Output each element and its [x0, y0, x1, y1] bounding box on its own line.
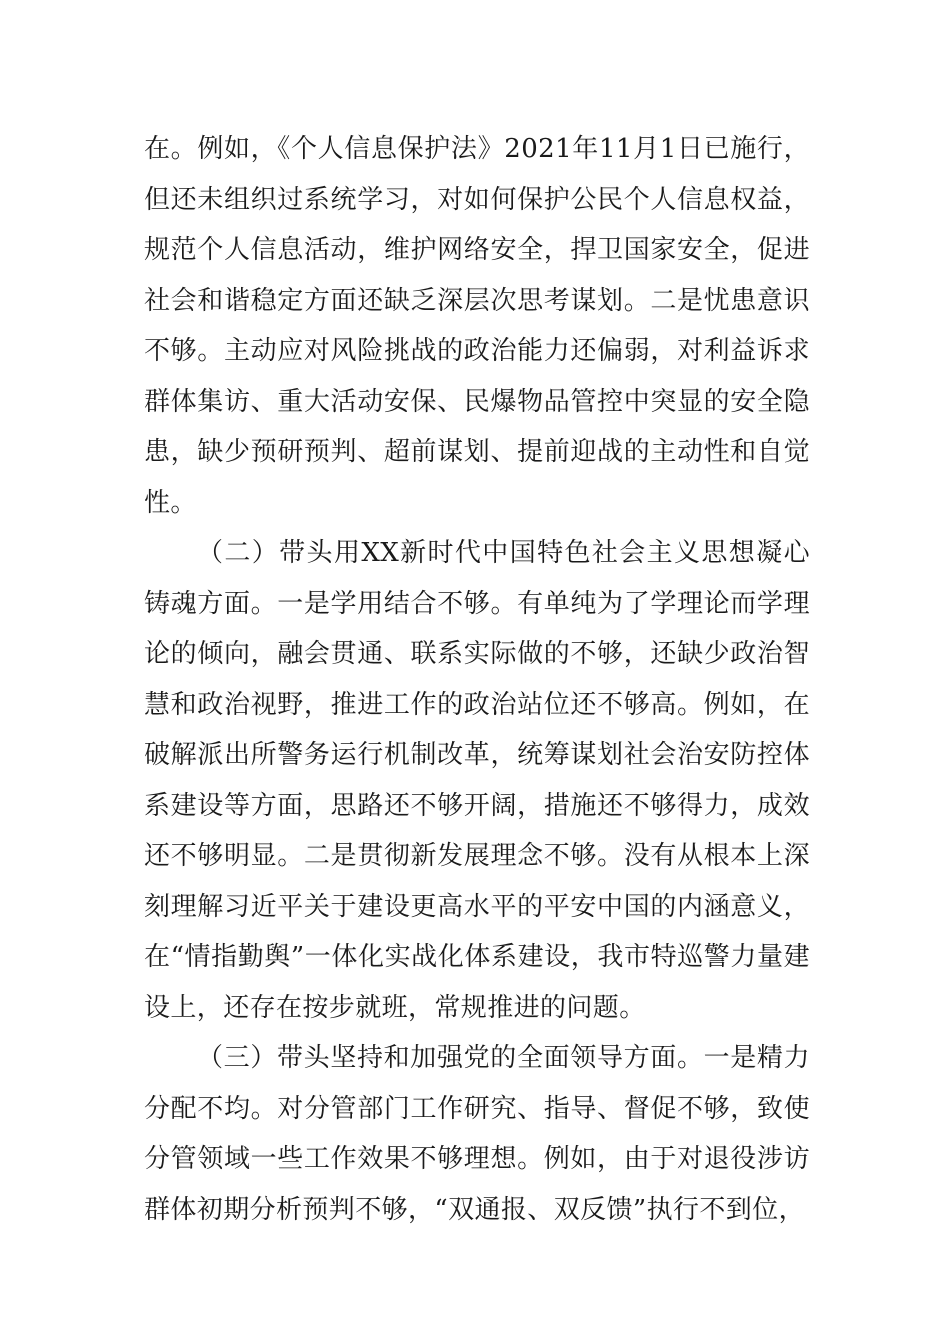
paragraph-continuation: 在。例如，《个人信息保护法》2021年11月1日已施行，但还未组织过系统学习，对如何保护公民个人信息权益，规范个人信息活动，维护网络安全，捍卫国家安全，促进社会和谐稳定方面还缺乏深层次思考谋划。二是忧患意识不够。主动应对风险挑战的政治能力还偏弱，对利益诉求群体集访、重大活动安保、民爆物品管控中突显的安全隐患，缺少预研预判、超前谋划、提前迎战的主动性和自觉性。	[144, 134, 810, 518]
paragraph-section-three: （三）带头坚持和加强党的全面领导方面。一是精力分配不均。对分管部门工作研究、指导、督促不够，致使分管领域一些工作效果不够理想。例如，由于对退役涉访群体初期分析预判不够，“双通报、双反馈”执行不到位，	[144, 1043, 810, 1225]
paragraph-section-two: （二）带头用XX新时代中国特色社会主义思想凝心铸魂方面。一是学用结合不够。有单纯为了学理论而学理论的倾向，融会贯通、联系实际做的不够，还缺少政治智慧和政治视野，推进工作的政治站位还不够高。例如，在破解派出所警务运行机制改革，统筹谋划社会治安防控体系建设等方面，思路还不够开阔，措施还不够得力，成效还不够明显。二是贯彻新发展理念不够。没有从根本上深刻理解习近平关于建设更高水平的平安中国的内涵意义，在“情指勤舆”一体化实战化体系建设，我市特巡警力量建设上，还存在按步就班，常规推进的问题。	[144, 538, 810, 1023]
document-body	[144, 124, 810, 1235]
